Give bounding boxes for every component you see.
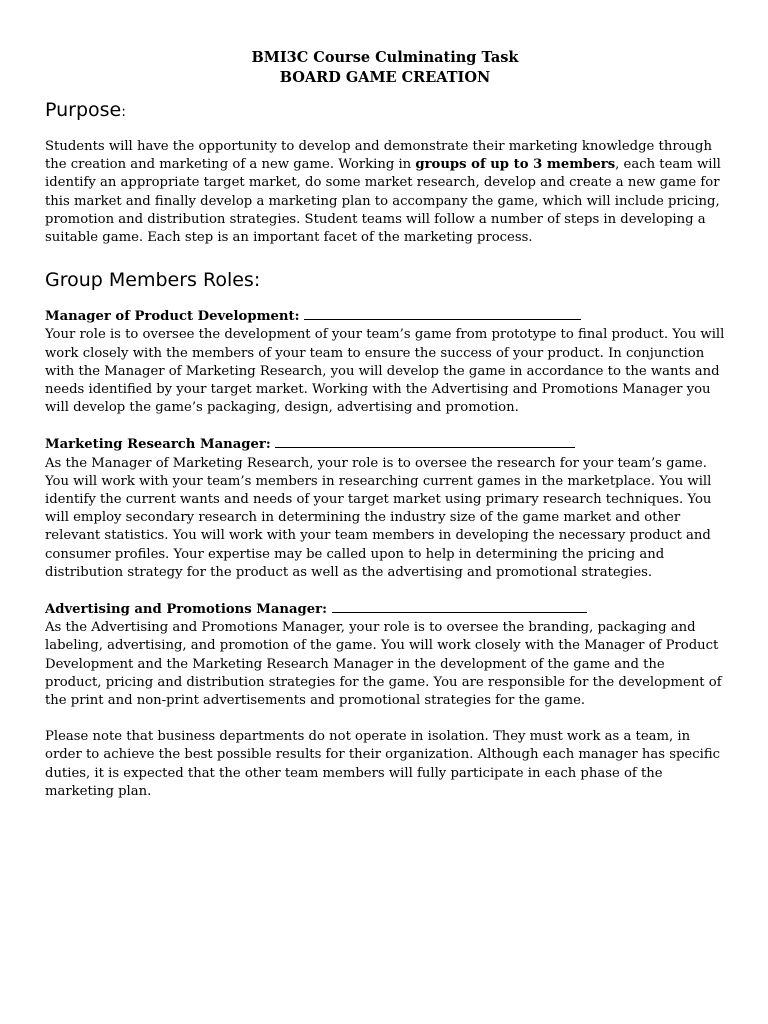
title-line-2: BOARD GAME CREATION xyxy=(279,69,491,86)
role-description-advertising-manager: As the Advertising and Promotions Manager, your role is to oversee the branding, packaging and labeling, advertising, and promotion of the game. You will work closely with the Manager of Product Development and the Marketing Research Manager in the development of the game and the product, pricing and distribution strategies for the game. You are responsible for the development of the print and non-print advertisements and promotional strategies for the game. xyxy=(45,620,722,709)
purpose-text-bold: groups of up to 3 members xyxy=(415,157,616,173)
role-label-product-manager: Manager of Product Development: xyxy=(45,309,300,325)
role-title-product-manager xyxy=(45,307,725,326)
role-label-research-manager: Marketing Research Manager: xyxy=(45,437,271,453)
role-product-manager xyxy=(45,307,725,417)
purpose-heading-colon: : xyxy=(121,104,126,120)
name-blank-advertising-manager[interactable] xyxy=(332,600,587,613)
document-title xyxy=(45,48,725,88)
name-blank-research-manager[interactable] xyxy=(275,435,575,448)
closing-paragraph: Please note that business departments do not operate in isolation. They must work as a team, in order to achieve the best possible results for their organization. Although each manager has specific duties, it is expected that the other team members will fully participate in each phase of the marketing plan. xyxy=(45,729,720,799)
purpose-paragraph xyxy=(45,138,725,247)
role-label-advertising-manager: Advertising and Promotions Manager: xyxy=(45,602,327,618)
role-title-research-manager xyxy=(45,435,725,454)
roles-heading: Group Members Roles: xyxy=(45,269,261,292)
role-research-manager xyxy=(45,435,725,582)
purpose-text-end: , each team will identify an appropriate target market, do some market research, develop and create a new game for this market and finally develop a marketing plan to accompany the game, which will include pricing, promotion and distribution strategies. Student teams will follow a number of steps in developing a suitable game. Each step is an important facet of the marketing process. xyxy=(45,157,721,246)
name-blank-product-manager[interactable] xyxy=(304,307,581,320)
role-advertising-manager xyxy=(45,600,725,710)
title-line-1: BMI3C Course Culminating Task xyxy=(251,49,519,66)
purpose-heading xyxy=(45,98,725,124)
role-description-product-manager: Your role is to oversee the development of your team’s game from prototype to final product. You will work closely with the members of your team to ensure the success of your product. In conjunction with the Manager of Marketing Research, you will develop the game in accordance to the wants and needs identified by your target market. Working with the Advertising and Promotions Manager you will develop the game’s packaging, design, advertising and promotion. xyxy=(45,327,725,416)
purpose-text-start: Students will have the opportunity to develop and demonstrate their marketing knowledge through the creation and marketing of a new game. Working in xyxy=(45,139,712,173)
document-page xyxy=(45,48,725,801)
role-title-advertising-manager xyxy=(45,600,725,619)
purpose-heading-label: Purpose xyxy=(45,99,122,121)
role-description-research-manager: As the Manager of Marketing Research, your role is to oversee the research for your team’s game. You will work with your team’s members in researching current games in the marketplace. You will identify the current wants and needs of your target market using primary research techniques. You will employ secondary research in determining the industry size of the game market and other relevant statistics. You will work with your team members in developing the necessary product and consumer profiles. Your expertise may be called upon to help in determining the pricing and distribution strategy for the product as well as the advertising and promotional strategies. xyxy=(45,455,712,580)
